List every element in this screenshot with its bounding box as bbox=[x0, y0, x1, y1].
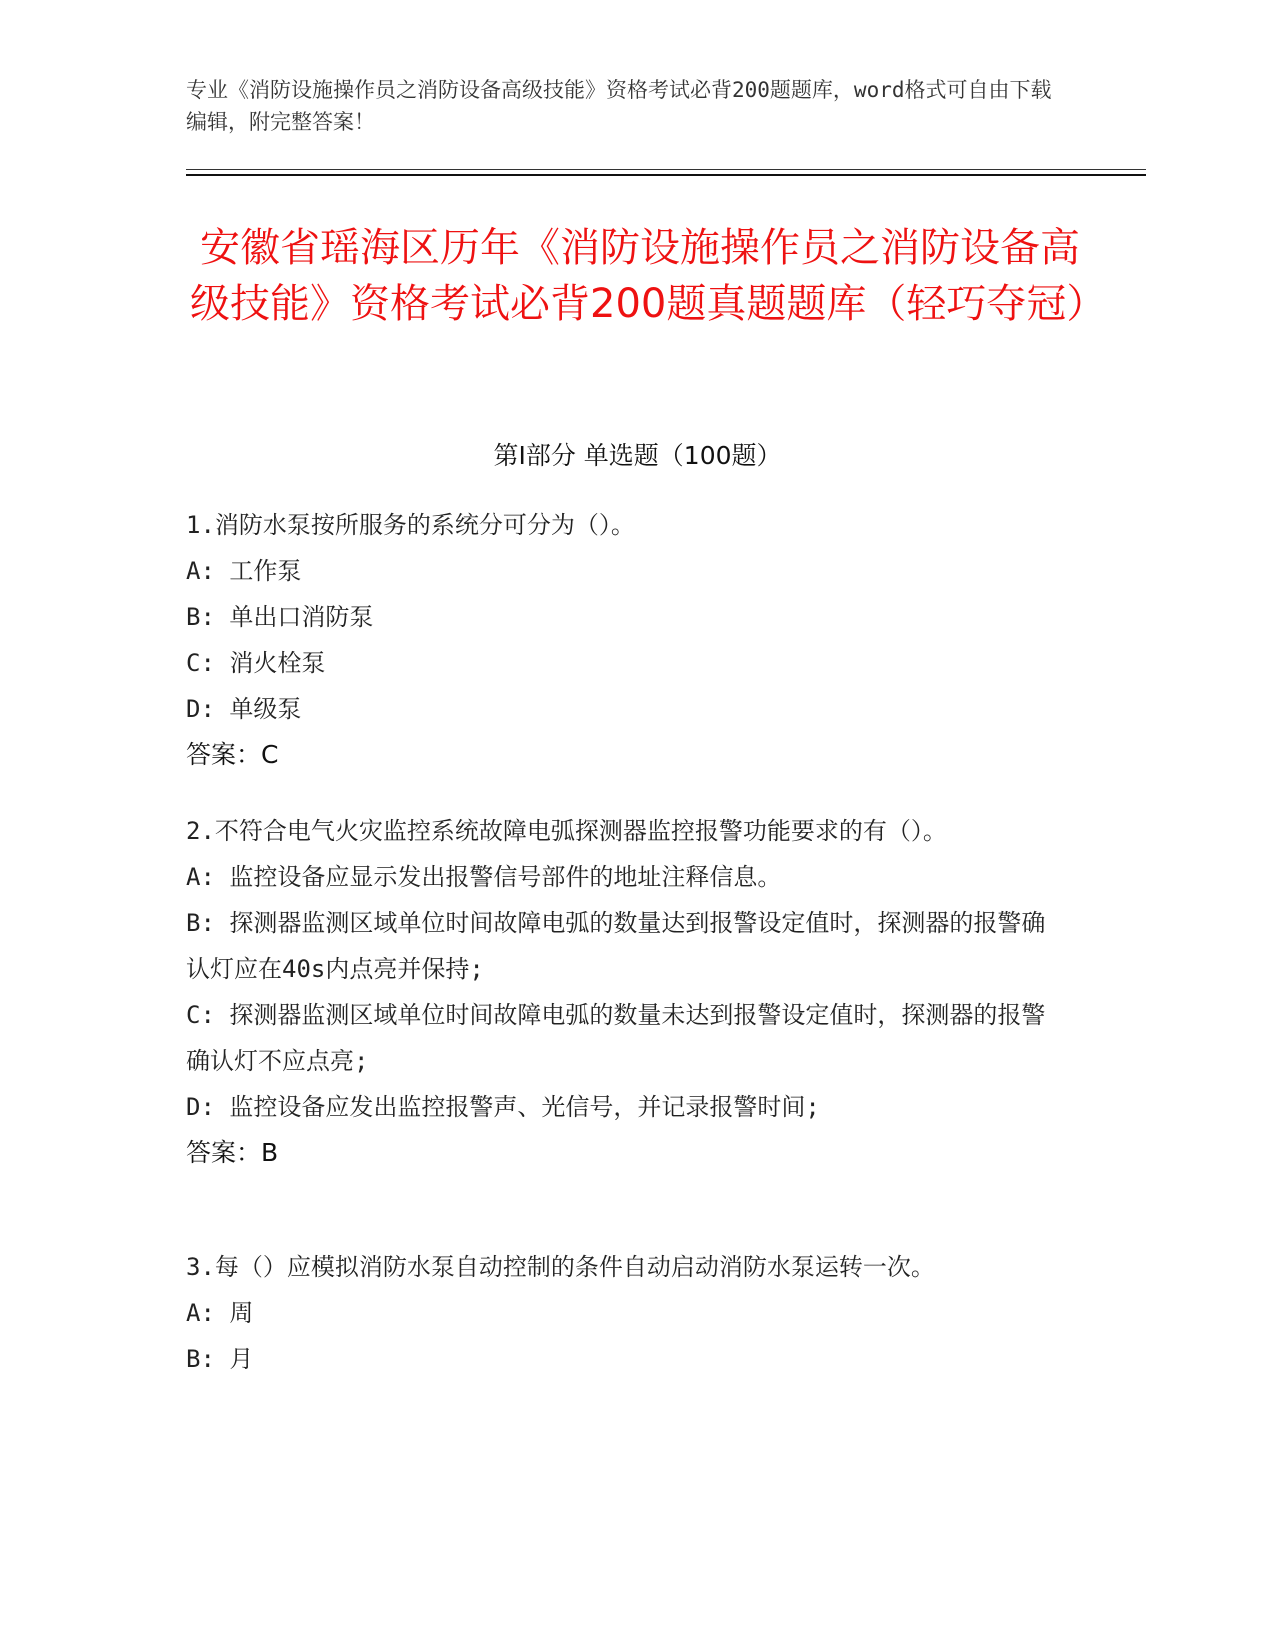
answer: 答案：C bbox=[186, 740, 279, 769]
header-rule-thin bbox=[186, 169, 1146, 170]
answer: 答案：B bbox=[186, 1138, 279, 1167]
option-c: C: 探测器监测区域单位时间故障电弧的数量未达到报警设定值时，探测器的报警确认灯不应点亮; bbox=[186, 1001, 1046, 1075]
section-heading: 第I部分 单选题（100题） bbox=[493, 441, 782, 470]
question-stem: 2.不符合电气火灾监控系统故障电弧探测器监控报警功能要求的有（）。 bbox=[186, 817, 947, 845]
question-3 bbox=[186, 1244, 1066, 1382]
option-a: A: 工作泵 bbox=[186, 557, 302, 585]
option-d: D: 监控设备应发出监控报警声、光信号，并记录报警时间; bbox=[186, 1093, 820, 1121]
header-rule-thick bbox=[186, 174, 1146, 176]
option-b: B: 单出口消防泵 bbox=[186, 603, 374, 631]
question-stem: 3.每（）应模拟消防水泵自动控制的条件自动启动消防水泵运转一次。 bbox=[186, 1253, 935, 1281]
question-1 bbox=[186, 502, 1066, 778]
option-c: C: 消火栓泵 bbox=[186, 649, 326, 677]
option-d: D: 单级泵 bbox=[186, 695, 302, 723]
option-b: B: 月 bbox=[186, 1345, 254, 1373]
option-b: B: 探测器监测区域单位时间故障电弧的数量达到报警设定值时，探测器的报警确认灯应在40s内点亮并保持; bbox=[186, 909, 1046, 983]
document-title: 安徽省瑶海区历年《消防设施操作员之消防设备高级技能》资格考试必背200题真题题库（轻巧夺冠） bbox=[190, 225, 1107, 327]
question-stem: 1.消防水泵按所服务的系统分可分为（）。 bbox=[186, 511, 635, 539]
option-a: A: 周 bbox=[186, 1299, 254, 1327]
header-note: 专业《消防设施操作员之消防设备高级技能》资格考试必背200题题库，word格式可自由下载编辑，附完整答案！ bbox=[186, 78, 1052, 134]
option-a: A: 监控设备应显示发出报警信号部件的地址注释信息。 bbox=[186, 863, 782, 891]
question-2 bbox=[186, 808, 1066, 1176]
